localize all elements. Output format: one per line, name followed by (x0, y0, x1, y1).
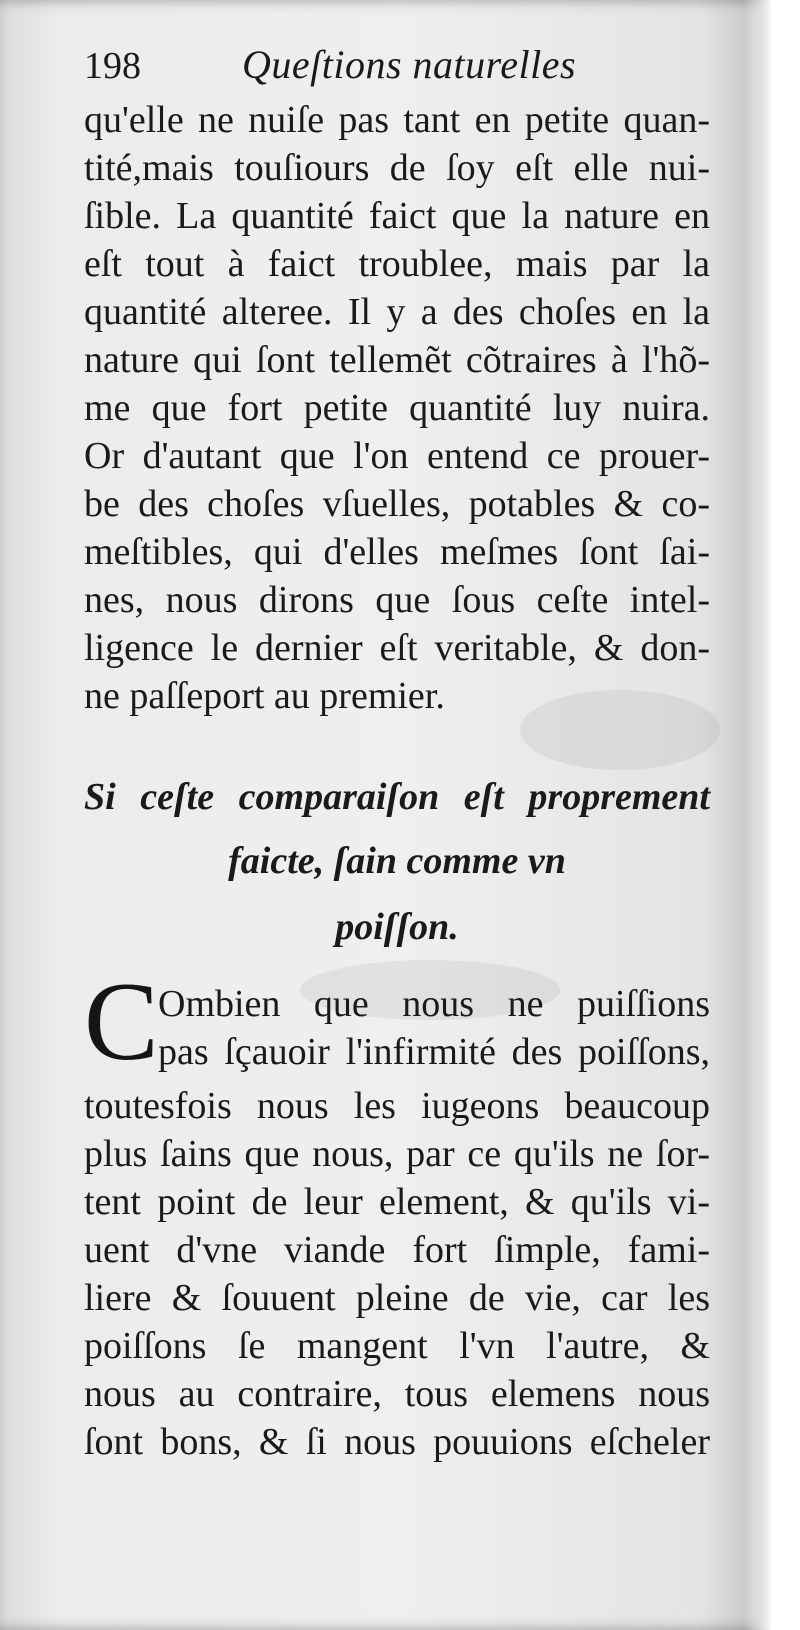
running-head (84, 40, 624, 90)
text-line: pas ſçauoir l'infirmité des poiſſons, (158, 1031, 710, 1073)
text-line: eſt tout à faict troublee, mais par la (84, 243, 710, 285)
drop-cap: C (84, 960, 159, 1084)
text-line: poiſſons ſe mangent l'vn l'autre, & (84, 1325, 710, 1367)
text-line: be des choſes vſuelles, potables & co- (84, 483, 710, 525)
text-line: uent d'vne viande fort ſimple, fami- (84, 1229, 710, 1271)
page-number: 198 (84, 45, 141, 87)
text-line: nature qui ſont tellemẽt cõtraires à l'hõ- (84, 339, 710, 381)
text-line: ſont bons, & ſi nous pouuions eſcheler (84, 1421, 710, 1463)
text-line: ne paſſeport au premier. (84, 675, 445, 717)
text-line: Or d'autant que l'on entend ce prouer- (84, 435, 710, 477)
text-line: ligence le dernier eſt veritable, & don- (84, 627, 710, 669)
running-title: Queſtions naturelles (242, 42, 577, 87)
text-line: me que fort petite quantité luy nuira. (84, 387, 710, 429)
page-edge (744, 0, 772, 1630)
text-line: quantité alteree. Il y a des choſes en la (84, 291, 710, 333)
text-line: nous au contraire, tous elemens nous (84, 1373, 710, 1415)
text-line: toutesfois nous les iugeons beaucoup (84, 1085, 710, 1127)
text-line: plus ſains que nous, par ce qu'ils ne ſor- (84, 1133, 710, 1175)
text-line: liere & ſouuent pleine de vie, car les (84, 1277, 710, 1319)
text-line: ſible. La quantité faict que la nature en (84, 195, 710, 237)
text-line: tité,mais touſiours de ſoy eſt elle nui- (84, 147, 710, 189)
text-line: tent point de leur element, & qu'ils vi- (84, 1181, 710, 1223)
text-line: meſtibles, qui d'elles meſmes ſont ſai- (84, 531, 710, 573)
text-line: qu'elle ne nuiſe pas tant en petite quan- (84, 99, 710, 141)
section-heading-line: poiſſon. (335, 906, 459, 948)
section-heading-line: Si ceſte comparaiſon eſt proprement (84, 776, 710, 818)
section-heading-line: faicte, ſain comme vn (228, 840, 566, 882)
text-line: Ombien que nous ne puiſſions (158, 983, 710, 1025)
text-line: nes, nous dirons que ſous ceſte intel- (84, 579, 710, 621)
